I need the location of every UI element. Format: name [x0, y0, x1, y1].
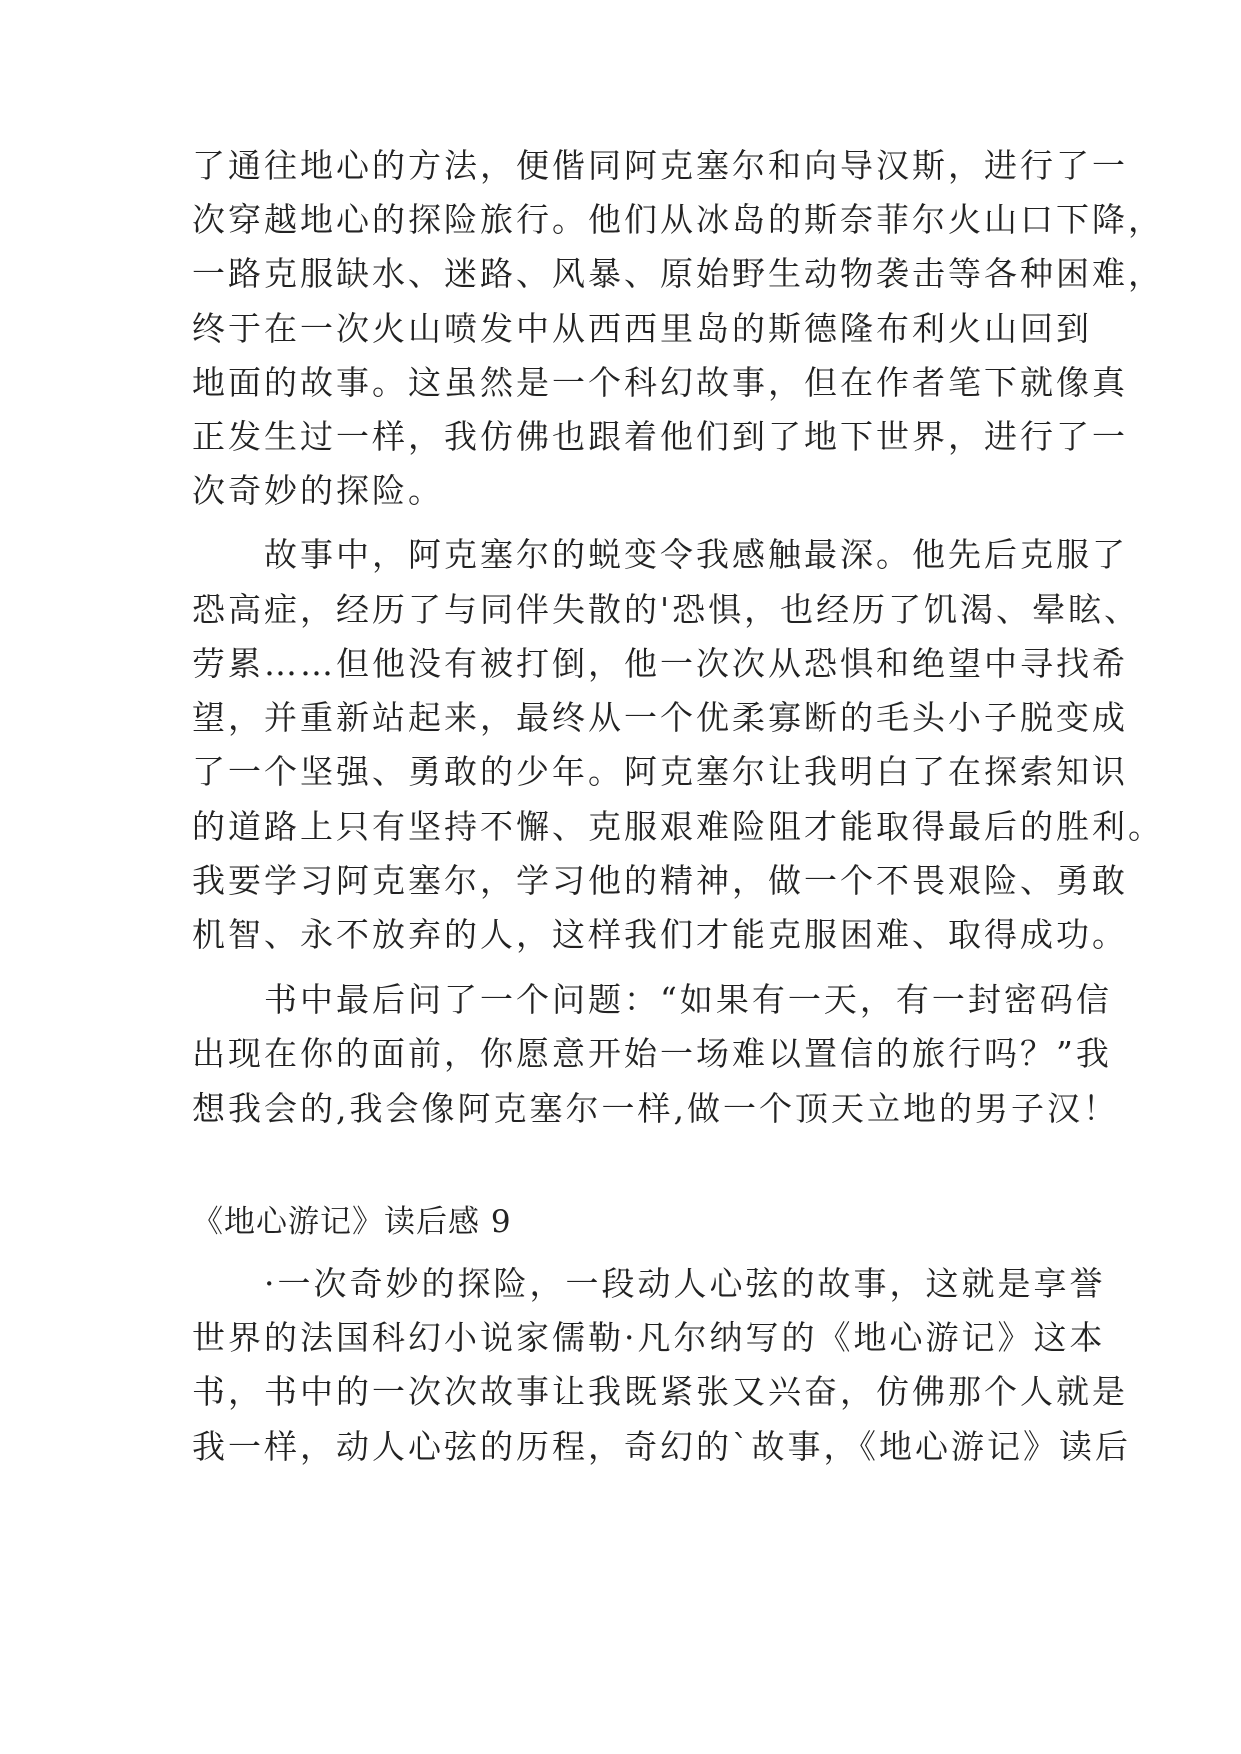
paragraph-start-line: 故事中，阿克塞尔的蜕变令我感触最深。他先后克服了	[192, 535, 1128, 574]
body-text-line: 劳累……但他没有被打倒，他一次次从恐惧和绝望中寻找希	[192, 644, 1128, 683]
body-text-line: 了一个坚强、勇敢的少年。阿克塞尔让我明白了在探索知识	[192, 752, 1128, 791]
body-text-line: 出现在你的面前，你愿意开始一场难以置信的旅行吗？”我	[192, 1034, 1112, 1073]
section-heading: 《地心游记》读后感 9	[192, 1204, 512, 1240]
body-text-line: 次穿越地心的探险旅行。他们从冰岛的斯奈菲尔火山口下降，	[192, 200, 1164, 239]
body-text-line: 想我会的,我会像阿克塞尔一样,做一个顶天立地的男子汉！	[192, 1089, 1119, 1128]
body-text-line: 书，书中的一次次故事让我既紧张又兴奋，仿佛那个人就是	[192, 1372, 1128, 1411]
body-text-line: 地面的故事。这虽然是一个科幻故事，但在作者笔下就像真	[192, 363, 1128, 402]
body-text-line: 恐高症，经历了与同伴失散的'恐惧，也经历了饥渴、晕眩、	[192, 590, 1141, 629]
body-text-line: 我一样，动人心弦的历程，奇幻的`故事，《地心游记》读后	[192, 1427, 1131, 1466]
paragraph-start-line: 书中最后问了一个问题：“如果有一天，有一封密码信	[192, 980, 1112, 1019]
body-text-line: 世界的法国科幻小说家儒勒·凡尔纳写的《地心游记》这本	[192, 1318, 1106, 1357]
body-text-line: 了通往地心的方法，便偕同阿克塞尔和向导汉斯，进行了一	[192, 146, 1128, 185]
paragraph-start-line: ·一次奇妙的探险，一段动人心弦的故事，这就是享誉	[192, 1264, 1106, 1303]
body-text-line: 望，并重新站起来，最终从一个优柔寡断的毛头小子脱变成	[192, 698, 1128, 737]
body-text-line: 机智、永不放弃的人，这样我们才能克服困难、取得成功。	[192, 915, 1128, 954]
body-text-line: 正发生过一样，我仿佛也跟着他们到了地下世界，进行了一	[192, 417, 1128, 456]
body-text-line: 次奇妙的探险。	[192, 471, 444, 510]
body-text-line: 终于在一次火山喷发中从西西里岛的斯德隆布利火山回到	[192, 309, 1092, 348]
body-text-line: 我要学习阿克塞尔，学习他的精神，做一个不畏艰险、勇敢	[192, 861, 1128, 900]
body-text-line: 一路克服缺水、迷路、风暴、原始野生动物袭击等各种困难，	[192, 254, 1164, 293]
body-text-line: 的道路上只有坚持不懈、克服艰难险阻才能取得最后的胜利。	[192, 807, 1164, 846]
